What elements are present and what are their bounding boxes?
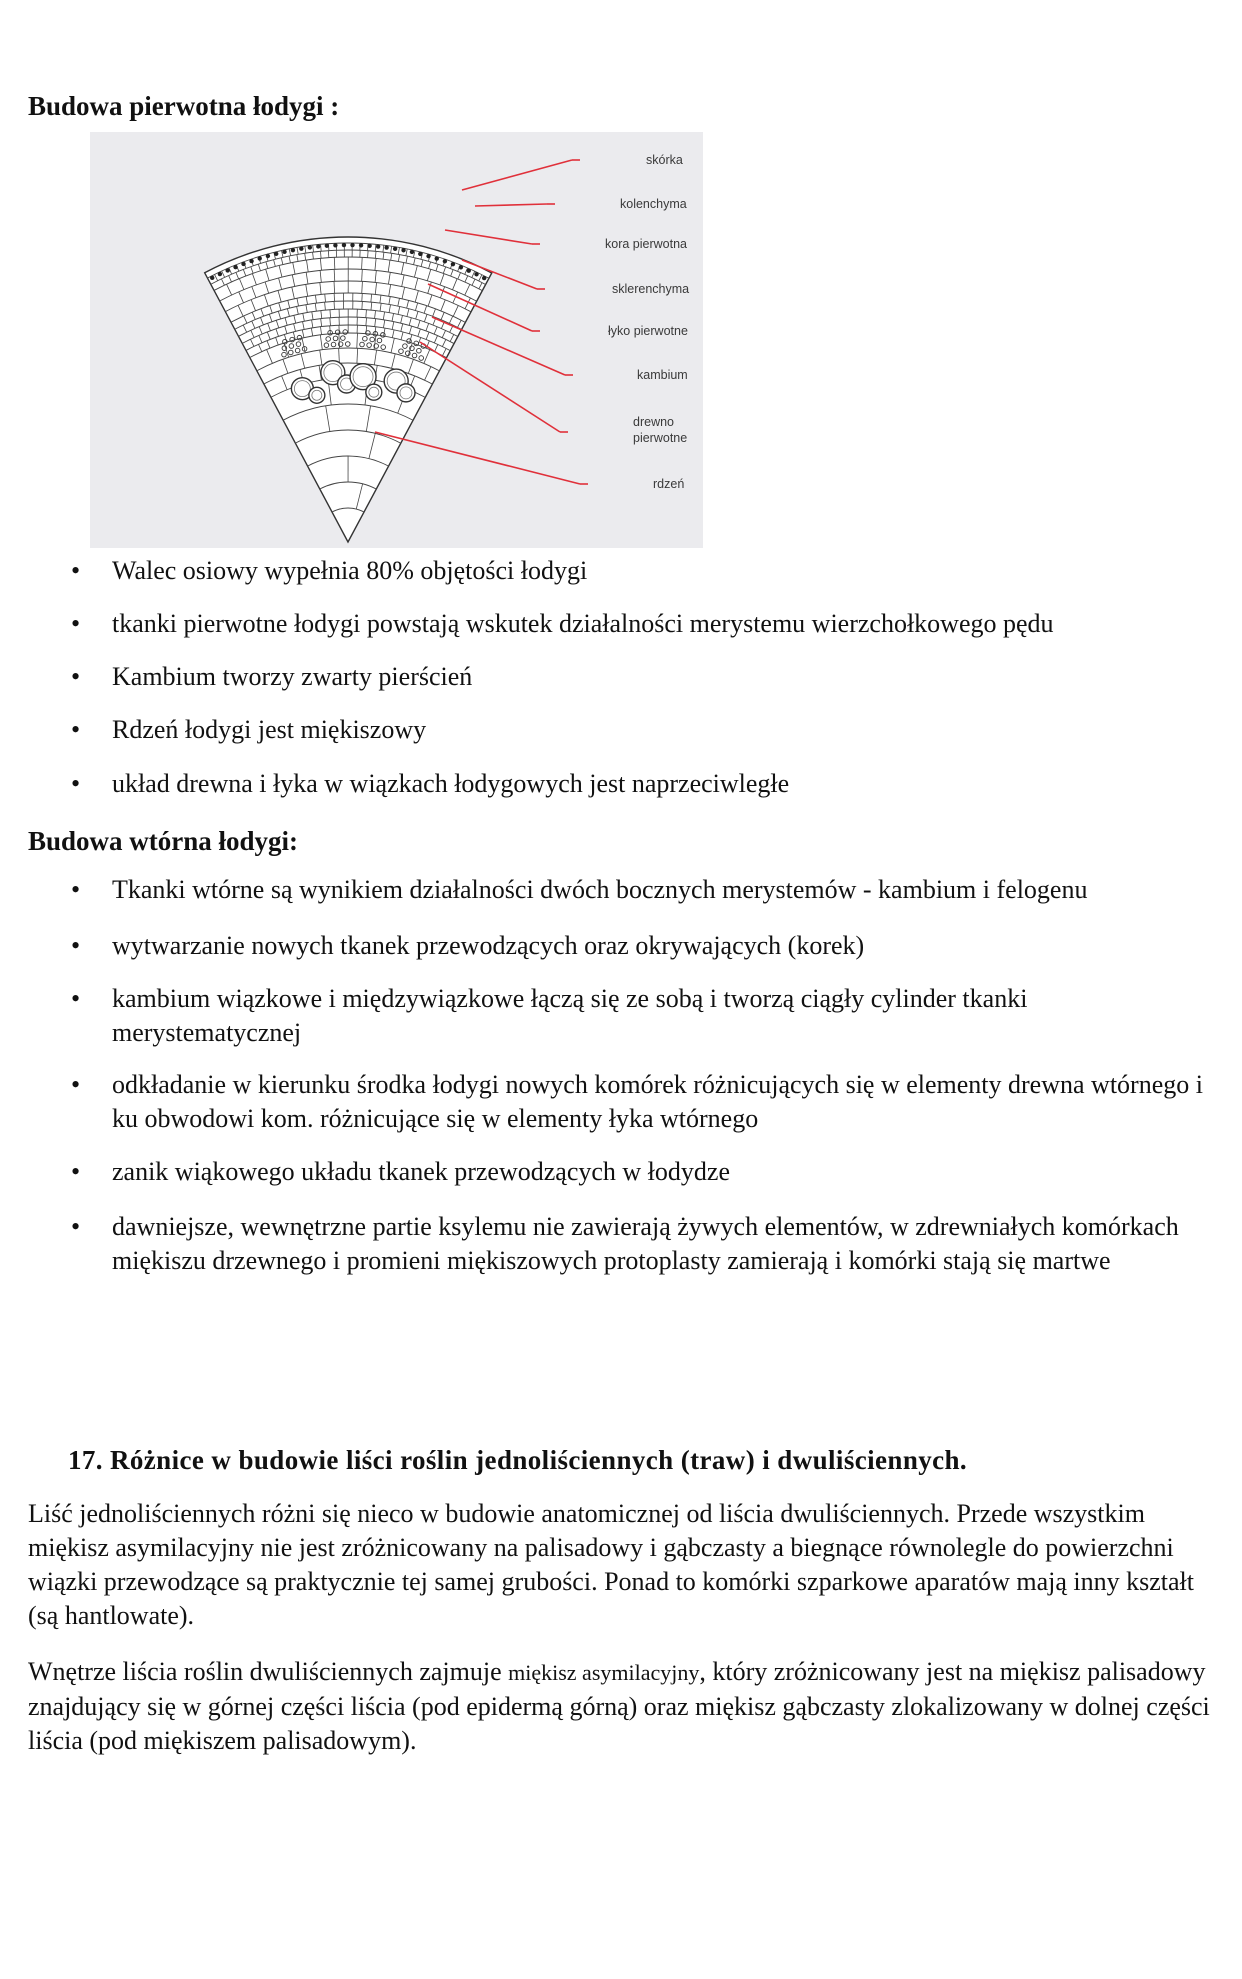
epidermis-cell: [350, 243, 354, 247]
epidermis-cell: [333, 243, 337, 247]
epidermis-cell: [426, 254, 430, 258]
epidermis-cell: [249, 259, 253, 263]
list-item: • zanik wiąkowego układu tkanek przewodzących w łodydze: [112, 1155, 1212, 1189]
label-sklerenchyma: sklerenchyma: [612, 282, 690, 296]
list-item: • układ drewna i łyka w wiązkach łodygowych jest naprzeciwległe: [112, 767, 1212, 801]
epidermis-cell: [410, 250, 414, 254]
list-item: • Kambium tworzy zwarty pierścień: [112, 660, 1212, 694]
label-kora-pierwotna: kora pierwotna: [605, 237, 687, 251]
epidermis-cell: [451, 262, 455, 266]
paragraph-monocot-leaf: Liść jednoliściennych różni się nieco w budowie anatomicznej od liścia dwuliściennych. Przede wszystkim miękisz asymilacyjny nie jest zróżnicowany na palisadowy i gąbczasty a biegnące równolegle do powierzchni wiązki przewodzące są praktycznie tej samej grubości. Ponad to komórki szparkowe aparatów mają inny kształt (są hantlowate).: [28, 1499, 1194, 1630]
epidermis-cell: [241, 262, 245, 266]
label-pointer-line: [462, 160, 572, 190]
label-skorka: skórka: [646, 153, 683, 167]
epidermis-cell: [291, 248, 295, 252]
stem-cross-section-figure: [90, 132, 703, 548]
section-number: 17.: [68, 1445, 103, 1475]
epidermis-cell: [274, 252, 278, 256]
epidermis-cell: [459, 265, 463, 269]
epidermis-cell: [325, 244, 329, 248]
epidermis-cell: [482, 276, 486, 280]
epidermis-cell: [308, 245, 312, 249]
xylem-vessel: [366, 384, 382, 400]
paragraph-text-small: miękisz asymilacyjny: [508, 1660, 700, 1685]
label-drewno: drewno: [633, 415, 674, 429]
epidermis-cell: [359, 243, 363, 247]
paragraph-dicot-leaf: [28, 1655, 1218, 1758]
epidermis-cell: [210, 276, 214, 280]
epidermis-cell: [376, 244, 380, 248]
epidermis-cell: [316, 244, 320, 248]
label-pointer-line: [420, 342, 560, 432]
list-item: • Walec osiowy wypełnia 80% objętości łodygi: [112, 554, 1212, 588]
label-pierwotne: pierwotne: [633, 431, 688, 445]
epidermis-cell: [299, 246, 303, 250]
label-kolenchyma: kolenchyma: [620, 197, 687, 211]
label-pointer-line: [445, 230, 532, 244]
list-item: • tkanki pierwotne łodygi powstają wskutek działalności merystemu wierzchołkowego pędu: [112, 607, 1212, 641]
epidermis-cell: [233, 265, 237, 269]
xylem-vessel: [309, 387, 325, 403]
epidermis-cell: [401, 248, 405, 252]
epidermis-cell: [367, 244, 371, 248]
label-pointer-line: [475, 204, 547, 206]
epidermis-cell: [467, 268, 471, 272]
epidermis-cell: [266, 254, 270, 258]
section-heading: [68, 1443, 967, 1477]
epidermis-cell: [393, 247, 397, 251]
label-lyko-pierwotne: łyko pierwotne: [608, 324, 688, 338]
epidermis-cell: [384, 245, 388, 249]
label-pointer-line: [375, 432, 580, 484]
list-item: • Rdzeń łodygi jest miękiszowy: [112, 713, 1212, 747]
epidermis-cell: [258, 256, 262, 260]
section-title: Różnice w budowie liści roślin jednoliściennych (traw) i dwuliściennych.: [110, 1445, 968, 1475]
list-item: • odkładanie w kierunku środka łodygi nowych komórek różnicujących się w elementy drewna wtórnego i ku obwodowi kom. różnicujące się w elementy łyka wtórnego: [112, 1068, 1212, 1136]
epidermis-cell: [435, 256, 439, 260]
stem-cross-section-diagram: [90, 132, 703, 548]
paragraph-text-end: , który zróżnicowany jest na miękisz palisadowy znajdujący się w górnej części liścia (pod epidermą górną) oraz miękisz gąbczasty zlokalizowany w dolnej części liścia (pod miękiszem palisadowym).: [28, 1657, 1210, 1755]
list-item: • dawniejsze, wewnętrzne partie ksylemu nie zawierają żywych elementów, w zdrewniałych komórkach miękiszu drzewnego i promieni miękiszowych protoplasty zamierają i komórki stają się martwe: [112, 1210, 1212, 1278]
epidermis-cell: [225, 268, 229, 272]
label-rdzen: rdzeń: [653, 477, 685, 491]
epidermis-cell: [474, 272, 478, 276]
paragraph-text-start: Wnętrze liścia roślin dwuliściennych zajmuje: [28, 1657, 509, 1686]
list-item: • kambium wiązkowe i międzywiązkowe łączą się ze sobą i tworzą ciągły cylinder tkanki merystematycznej: [112, 982, 1212, 1050]
epidermis-cell: [342, 243, 346, 247]
list-item: • Tkanki wtórne są wynikiem działalności dwóch bocznych merystemów - kambium i felogenu: [112, 873, 1212, 907]
epidermis-cell: [418, 252, 422, 256]
heading-secondary-structure: Budowa wtórna łodygi:: [28, 826, 299, 856]
epidermis-cell: [282, 250, 286, 254]
epidermis-cell: [443, 259, 447, 263]
list-item: • wytwarzanie nowych tkanek przewodzących oraz okrywających (korek): [112, 929, 1212, 963]
label-kambium: kambium: [637, 368, 688, 382]
heading-primary-structure: Budowa pierwotna łodygi :: [28, 91, 340, 121]
epidermis-cell: [218, 272, 222, 276]
